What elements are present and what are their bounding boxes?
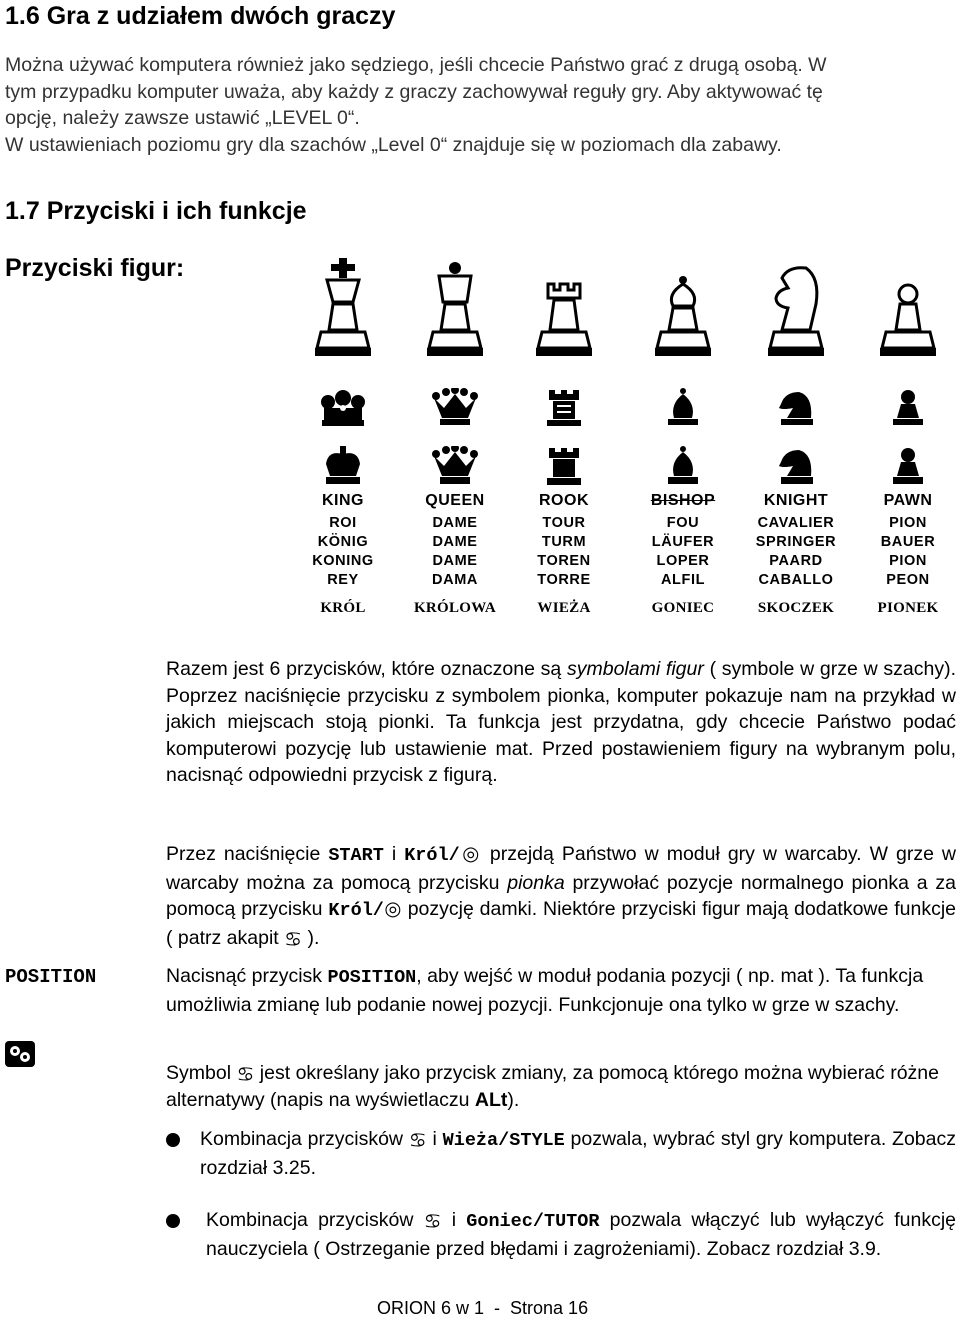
translation-nl: TOREN [537,553,591,569]
queen-symbol-icon [432,446,478,486]
section-heading-1-7: 1.7 Przyciski i ich funkcje [5,197,307,225]
pawn-small-icon [885,388,931,428]
translation-nl: DAME [432,553,478,569]
section-heading-1-6: 1.6 Gra z udziałem dwóch graczy [5,2,396,30]
king-small-icon [320,388,366,428]
translation-nl: KONING [312,553,374,569]
king-piece-icon [313,258,373,358]
translation-de: KÖNIG [317,534,369,550]
text: pozwala, wybrać styl gry komputera. Zobacz rozdział 3.25. [200,1128,956,1179]
krol-key-label: Król/ [404,845,460,866]
alt-display-label: ALt [474,1088,508,1111]
king-symbol-icon [320,446,366,486]
pawn-piece-icon [878,258,938,358]
text: jest określany jako przycisk zmiany, za pomocą którego można wybierać różne alternatywy (napis na wyświetlaczu [166,1062,939,1111]
translation-fr: FOU [666,515,700,531]
text: Przez naciśnięcie [166,843,329,865]
text: ). [507,1088,520,1111]
alt-key-icon: ♋ [408,1128,427,1152]
start-key-label: START [328,845,384,866]
knight-symbol-icon [773,446,819,486]
piece-pl-name: PIONEK [877,600,939,616]
piece-column-pawn [843,258,960,617]
translation-es: ALFIL [660,572,706,588]
text: ( symbole w grze w szachy). Poprzez naciśnięcie przycisku z symbolem pionka, komputer pokazuje nam na przykład w jakich miejscach stoją pionki. Ta funkcja jest przydatna, gdy chcecie Państwo podać komputerowi pozycję lub ustawienie mat. Przed postawieniem figury na wybranym polu, nacisnąć odpowiedni przycisk z figurą. [166,658,956,786]
translation-de: SPRINGER [755,534,837,550]
text: Kombinacja przycisków [206,1209,424,1231]
position-side-label: POSITION [5,966,97,988]
text: i [426,1128,443,1150]
text: , aby wejść w moduł podania pozycji ( np. mat ). Ta funkcja umożliwia zmianę lub podanie nowej pozycji. Funkcjonuje ona tylko w grze w szachy. [166,965,924,1016]
translation-es: TORRE [537,572,591,588]
target-icon: ◎ [383,898,402,920]
italic-text: pionka [507,871,565,894]
position-paragraph [166,963,956,1018]
warcaby-paragraph [166,841,956,951]
piece-en-name: QUEEN [425,492,485,509]
bishop-piece-icon [653,258,713,358]
bullet-icon [166,1214,180,1228]
bishop-small-icon [660,388,706,428]
piece-column-rook [499,258,629,617]
piece-translations [843,514,960,590]
translation-de: DAME [432,534,478,550]
piece-pl-name: KRÓLOWA [413,600,497,616]
italic-text: symbolami figur [566,658,704,680]
bullet-icon [166,1133,180,1147]
piece-pl-name: KRÓL [320,600,366,616]
translation-de: BAUER [880,534,936,550]
rook-small-icon [541,388,587,428]
target-icon: ◎ [459,843,482,865]
piece-translations [278,514,408,590]
piece-en-name: KING [322,492,364,509]
symbols-paragraph [166,656,956,789]
alt-key-icon: ♋ [423,1209,442,1233]
queen-small-icon [432,388,478,428]
translation-de: TURM [541,534,587,550]
krol-key-label: Król/ [328,900,384,921]
translation-fr: CAVALIER [757,515,835,531]
bullet-item [200,1126,956,1181]
piece-column-knight [731,258,861,617]
translation-nl: LOPER [656,553,710,569]
intro-line: Można używać komputera również jako sędziego, jeśli chcecie Państwo grać z drugą osobą. W [5,54,827,76]
page-footer: ORION 6 w 1 - Strona 16 [377,1298,589,1318]
knight-piece-icon [766,258,826,358]
alt-paragraph [166,1060,956,1113]
text: ). [302,926,320,949]
translation-nl: PAARD [769,553,823,569]
rook-piece-icon [534,258,594,358]
piece-translations [499,514,629,590]
piece-en-name: ROOK [539,492,589,509]
piece-en-name: KNIGHT [763,492,829,509]
text: Nacisnąć przycisk [166,965,328,987]
pawn-symbol-icon [885,446,931,486]
alt-key-icon [4,1040,36,1073]
bullet-item [206,1207,956,1262]
translation-fr: PION [889,515,927,531]
piece-pl-name: GONIEC [651,600,715,616]
translation-nl: PION [889,553,927,569]
piece-translations [618,514,748,590]
piece-translations [731,514,861,590]
style-key-label: Wieża/STYLE [442,1130,565,1151]
text: pozycję damki. Niektóre przyciski figur mają dodatkowe funkcje ( patrz akapit [166,898,957,949]
alt-key-icon: ♋ [284,926,303,951]
piece-en-name: PAWN [883,492,933,509]
intro-line: W ustawieniach poziomu gry dla szachów „Level 0“ znajduje się w poziomach dla zabawy. [5,133,782,156]
text: pozwala włączyć lub wyłączyć funkcję nauczyciela ( Ostrzeganie przed błędami i zagrożeniami). Zobacz rozdział 3.9. [206,1209,957,1260]
position-key-label: POSITION [327,967,417,988]
text: i [383,843,405,865]
translation-fr: ROI [329,515,357,531]
intro-line: opcję, należy zawsze ustawić „LEVEL 0“. [5,107,360,129]
alt-key-icon: ♋ [236,1062,255,1086]
translation-fr: TOUR [542,515,586,531]
piece-en-name: BISHOP [650,492,716,509]
translation-es: REY [327,572,359,588]
piece-buttons-heading: Przyciski figur: [5,254,185,282]
text: Symbol [166,1062,237,1084]
piece-column-bishop [618,258,748,617]
translation-de: LÄUFER [651,534,715,550]
piece-column-king [278,258,408,617]
piece-pl-name: SKOCZEK [757,600,835,616]
translation-es: PEON [886,572,930,588]
queen-piece-icon [425,258,485,358]
piece-pl-name: WIEŻA [537,600,591,616]
intro-paragraph [5,52,960,158]
text: przejdą Państwo w moduł gry w warcaby. W grze w warcaby można za pomocą przycisku [166,843,957,894]
rook-symbol-icon [541,446,587,486]
text: przywołać pozycje normalnego pionka a za pomocą przycisku [166,871,956,920]
knight-small-icon [773,388,819,428]
translation-es: CABALLO [758,572,834,588]
text: Razem jest 6 przycisków, które oznaczone są [166,658,567,680]
bishop-symbol-icon [660,446,706,486]
tutor-key-label: Goniec/TUTOR [466,1211,600,1232]
text: Kombinacja przycisków [200,1128,409,1150]
translation-es: DAMA [432,572,478,588]
text: i [441,1209,467,1231]
translation-fr: DAME [432,515,478,531]
intro-line: tym przypadku komputer uważa, aby każdy z graczy zachowywał reguły gry. Aby aktywować tę [5,80,823,103]
